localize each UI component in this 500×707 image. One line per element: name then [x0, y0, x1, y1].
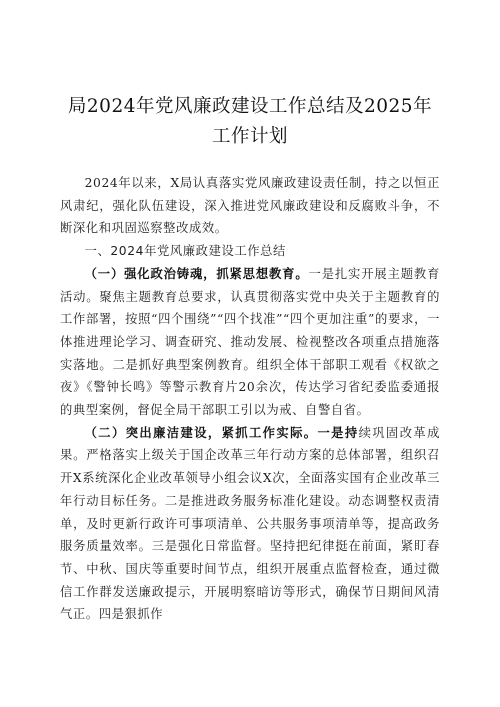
- section-heading-1: 一、2024年党风廉政建设工作总结: [84, 244, 286, 259]
- paragraph-item-1: [60, 263, 440, 422]
- document-title: 局2024年党风廉政建设工作总结及2025年工作计划: [67, 96, 433, 147]
- item-1-lead: （一）强化政治铸魂，抓紧思想教育。: [84, 265, 309, 281]
- intro-paragraph: 2024年以来，X局认真落实党风廉政建设责任制，持之以恒正风肃纪，强化队伍建设，深入推进党风廉政建设和反腐败斗争，不断深化和巩固巡察整改成效。: [60, 176, 440, 236]
- title-spacer: [60, 152, 440, 172]
- item-2-body: 续巩固改革成果。严格落实上级关于国企改革三年行动方案的总体部署，组织召开X系统深化企业改革领导小组会议X次，全面落实国有企业改革三年行动目标任务。二是推进政务服务标准化建设。动态调整权责清单，及时更新行政许可事项清单、公共服务事项清单等，提高政务服务质量效率。三是强化日常监督。坚持把纪律挺在前面，紧盯春节、中秋、国庆等重要时间节点，组织开展重点监督检查，通过微信工作群发送廉政提示，开展明察暗访等形式，确保节日期间风清气正。四是狠抓作: [60, 425, 440, 622]
- paragraph-item-2: [60, 422, 440, 626]
- item-2-lead: （二）突出廉洁建设，紧抓工作实际。一是持: [84, 424, 359, 440]
- item-1-body: 一是扎实开展主题教育活动。聚焦主题教育总要求，认真贯彻落实党中央关于主题教育的工作部署，按照“四个围绕”“四个找准”“四个更加注重”的要求，一体推进理论学习、调查研究、推动发展、检视整改各项重点措施落实落地。二是抓好典型案例教育。组织全体干部职工观看《权欲之夜》《警钟长鸣》等警示教育片20余次，传达学习省纪委监委通报的典型案例，督促全局干部职工引以为戒、自警自省。: [60, 266, 440, 418]
